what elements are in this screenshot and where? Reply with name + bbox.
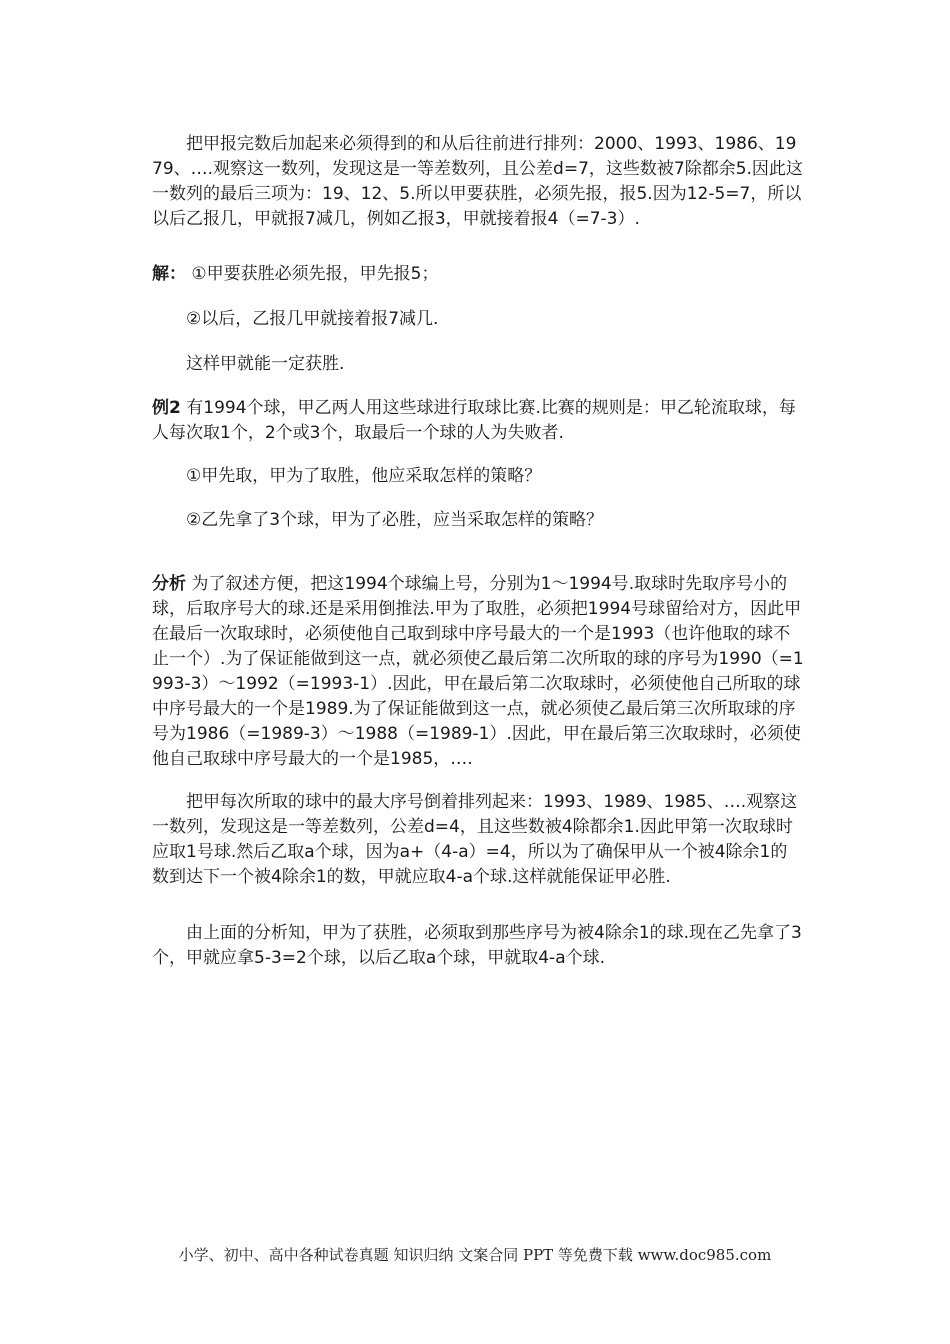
analysis-paragraph-3: 由上面的分析知，甲为了获胜，必须取到那些序号为被4除余1的球.现在乙先拿了3个，甲就应拿5-3=2个球，以后乙取a个球，甲就取4-a个球. — [152, 923, 802, 968]
example-2-question-2: ②乙先拿了3个球，甲为了必胜，应当采取怎样的策略？ — [186, 510, 604, 530]
example-2-text: 有1994个球，甲乙两人用这些球进行取球比赛.比赛的规则是：甲乙轮流取球，每人每次取1个，2个或3个，取最后一个球的人为失败者. — [152, 398, 796, 443]
solution-step-2: ②以后，乙报几甲就接着报7减几. — [186, 309, 439, 329]
analysis-paragraph-2: 把甲每次所取的球中的最大序号倒着排列起来：1993、1989、1985、….观察这一数列，发现这是一等差数列，公差d=4，且这些数被4除都余1.因此甲第一次取球时应取1号球.然后乙取a个球，因为a+（4-a）=4，所以为了确保甲从一个被4除余1的数到达下一个被4除余1的数，甲就应取4-a个球.这样就能保证甲必胜. — [152, 792, 798, 887]
solution-line-1 — [152, 262, 804, 287]
example-2-label: 例2 — [152, 398, 181, 418]
analysis-label: 分析 — [152, 574, 186, 594]
footer-text: 小学、初中、高中各种试卷真题 知识归纳 文案合同 PPT 等免费下载 www.doc985.com — [178, 1246, 772, 1264]
paragraph-sequence-explanation: 把甲报完数后加起来必须得到的和从后往前进行排列：2000、1993、1986、1979、….观察这一数列，发现这是一等差数列，且公差d=7，这些数被7除都余5.因此这一数列的最后三项为：19、12、5.所以甲要获胜，必须先报，报5.因为12-5=7，所以以后乙报几，甲就报7减几，例如乙报3，甲就接着报4（=7-3）. — [152, 134, 803, 229]
analysis-paragraph — [152, 572, 804, 772]
solution-step-1: ①甲要获胜必须先报，甲先报5； — [191, 264, 439, 284]
example-2-statement — [152, 396, 804, 446]
solution-conclusion: 这样甲就能一定获胜. — [186, 354, 345, 374]
solution-label: 解： — [152, 264, 186, 284]
analysis-text: 为了叙述方便，把这1994个球编上号，分别为1～1994号.取球时先取序号小的球，后取序号大的球.还是采用倒推法.甲为了取胜，必须把1994号球留给对方，因此甲在最后一次取球时，必须使他自己取到球中序号最大的一个是1993（也许他取的球不止一个）.为了保证能做到这一点，就必须使乙最后第二次所取的球的序号为1990（=1993-3）～1992（=1993-1）.因此，甲在最后第二次取球时，必须使他自己所取的球中序号最大的一个是1989.为了保证能做到这一点，就必须使乙最后第三次所取球的序号为1986（=1989-3）～1988（=1989-1）.因此，甲在最后第三次取球时，必须使他自己取球中序号最大的一个是1985，…. — [152, 574, 804, 769]
example-2-question-1: ①甲先取，甲为了取胜，他应采取怎样的策略？ — [186, 466, 542, 486]
